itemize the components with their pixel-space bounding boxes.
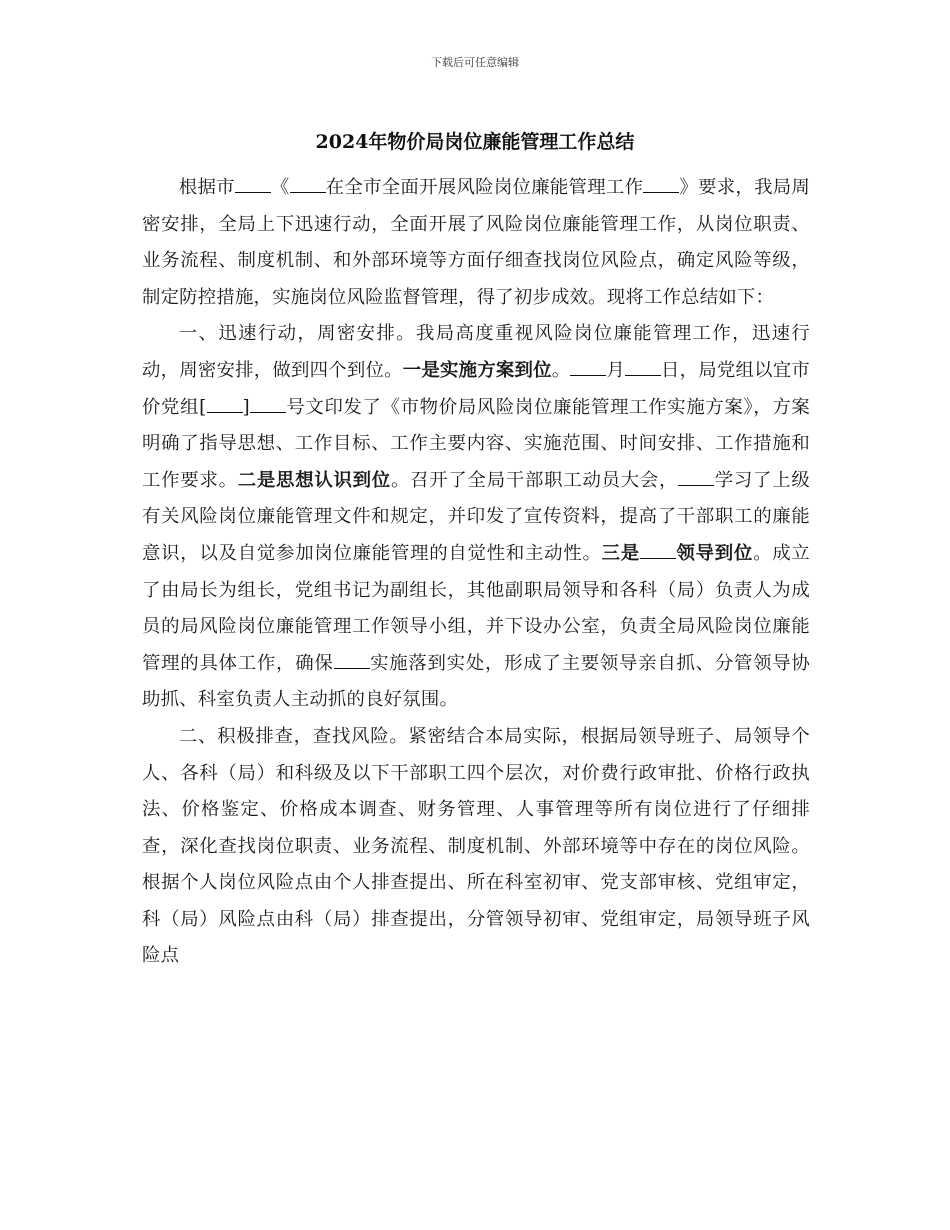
fill-in-blank: [678, 465, 714, 486]
paragraph-text: 月: [606, 359, 625, 381]
paragraph-text: 实施落到实处，形成了主要领导亲自抓、分管领导协助抓、科室负责人主动抓的良好氛围。: [142, 652, 810, 711]
fill-in-blank: [207, 392, 243, 413]
fill-in-blank: [290, 172, 326, 193]
fill-in-blank: [570, 355, 606, 376]
fill-in-blank: [625, 355, 661, 376]
paragraph-text: 二、积极排查，查找风险。紧密结合本局实际，根据局领导班子、局领导个人、各科（局）和科级及以下干部职工四个层次，对价费行政审批、价格行政执法、价格鉴定、价格成本调查、财务管理、人事管理等所有岗位进行了仔细排查，深化查找岗位职责、业务流程、制度机制、外部环境等中存在的岗位风险。根据个人岗位风险点由个人排查提出、所在科室初审、党支部审核、党组审定，科（局）风险点由科（局）排查提出，分管领导初审、党组审定，局领导班子风险点: [142, 725, 810, 967]
body-paragraph: [142, 170, 810, 316]
fill-in-blank: [250, 392, 286, 413]
paragraph-text: 《: [270, 177, 290, 198]
bold-key-point: 领导到位: [675, 542, 754, 564]
document-title: 2024年物价局岗位廉能管理工作总结: [315, 131, 635, 153]
paragraph-text: 》要求，我局周密安排，全局上下迅速行动，全面开展了风险岗位廉能管理工作，从岗位职责、业务流程、制度机制、和外部环境等方面仔细查找岗位风险点，确定风险等级，制定防控措施，实施岗位风险监督管理，得了初步成效。现将工作总结如下：: [142, 177, 811, 308]
paragraph-text: 学习了上级有关风险岗位廉能管理文件和规定，并印发了宣传资料，提高了干部职工的廉能意识，以及自觉参加岗位廉能管理的自觉性和主动性。: [142, 469, 810, 564]
bold-key-point: 三是: [601, 542, 640, 564]
paragraph-text: 一、迅速行动，周密安排。我局高度重视风险岗位廉能管理工作，迅速行动，周密安排，做到四个到位。: [142, 323, 810, 381]
body-paragraph: [142, 719, 810, 975]
paragraph-text: 。召开了全局干部职工动员大会，: [390, 469, 679, 491]
fill-in-blank: [640, 538, 676, 559]
body-paragraph: [142, 316, 810, 719]
paragraph-text: 日，局党组以宜市价党组[: [142, 359, 810, 418]
fill-in-blank: [334, 648, 370, 669]
paragraph-text: ]: [242, 396, 250, 418]
paragraph-text: 。成立了由局长为组长，党组书记为副组长，其他副职局领导和各科（局）负责人为成员的局风险岗位廉能管理工作领导小组，并下设办公室，负责全局风险岗位廉能管理的具体工作，确保: [142, 542, 810, 674]
paragraph-text: 根据市: [178, 177, 235, 198]
header-note: 下载后可任意编辑: [431, 56, 519, 69]
paragraph-text: 。: [551, 359, 571, 381]
bold-key-point: 一是实施方案到位: [402, 359, 552, 381]
paragraph-text: 在全市全面开展风险岗位廉能管理工作: [325, 177, 644, 198]
paragraph-text: 号文印发了《市物价局风险岗位廉能管理工作实施方案》，方案明确了指导思想、工作目标、工作主要内容、实施范围、时间安排、工作措施和工作要求。: [142, 396, 810, 491]
document-body: [142, 170, 810, 975]
fill-in-blank: [643, 172, 679, 193]
bold-key-point: 二是思想认识到位: [237, 469, 391, 491]
fill-in-blank: [235, 172, 271, 193]
